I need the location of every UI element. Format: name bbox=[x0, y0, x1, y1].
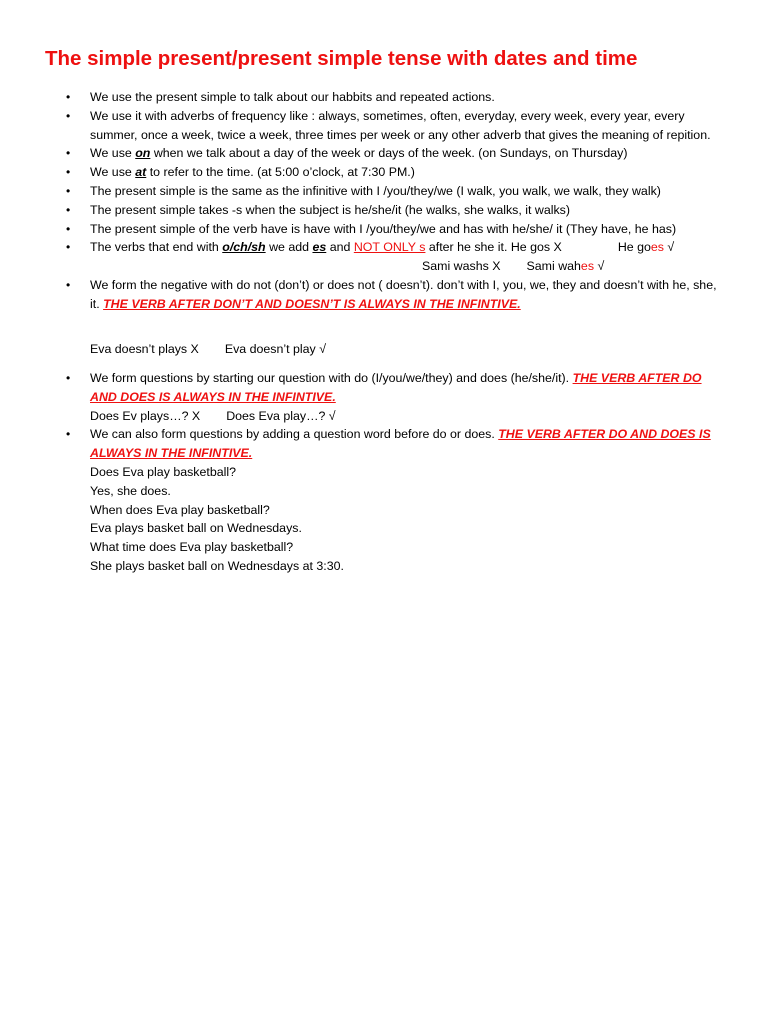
example-line bbox=[90, 407, 722, 426]
item-text: to refer to the time. (at 5:00 o’clock, at 7:30 PM.) bbox=[146, 165, 415, 180]
item-text: We use the present simple to talk about our habbits and repeated actions. bbox=[90, 90, 495, 104]
check-icon: √ bbox=[594, 259, 605, 274]
example-line: What time does Eva play basketball? bbox=[90, 540, 294, 555]
bullet-icon: • bbox=[66, 221, 71, 236]
item-text: The present simple is the same as the infinitive with I /you/they/we (I walk, you walk, we walk, they walk) bbox=[90, 183, 661, 198]
list-item bbox=[0, 369, 722, 425]
example-line: She plays basket ball on Wednesdays at 3:30. bbox=[90, 558, 344, 573]
item-text: We form the negative with do not (don’t) or does not ( doesn’t). don’t with I, you, we, they and doesn’t with he, she, it. bbox=[90, 277, 717, 311]
bullet-icon: • bbox=[66, 202, 71, 217]
example-line: Does Eva play basketball? bbox=[90, 464, 237, 479]
item-text: We use it with adverbs of frequency like : always, sometimes, often, everyday, every week, every year, every summer, once a week, twice a week, three times per week or any other adverb that gives the meaning of repition. bbox=[90, 108, 711, 142]
list-item bbox=[0, 107, 722, 145]
example-line: Eva plays basket ball on Wednesdays. bbox=[90, 521, 302, 536]
rule-text: THE VERB AFTER DON’T AND DOESN’T IS ALWAYS IN THE INFINTIVE. bbox=[103, 296, 521, 311]
rules-list bbox=[0, 88, 768, 314]
item-text: after he she it. He gos X bbox=[425, 240, 562, 255]
suffix-es: es bbox=[580, 259, 595, 274]
correct-example: He go bbox=[617, 240, 651, 255]
wrong-example: Sami washs X bbox=[422, 259, 501, 274]
list-item bbox=[0, 201, 722, 220]
list-item bbox=[0, 238, 722, 276]
bullet-icon: • bbox=[66, 277, 71, 292]
bullet-icon: • bbox=[66, 240, 71, 255]
wrong-example: Eva doesn’t plays X bbox=[90, 342, 199, 356]
example-line bbox=[0, 340, 768, 359]
bullet-icon: • bbox=[66, 371, 71, 385]
check-icon: √ bbox=[663, 240, 675, 255]
item-text: when we talk about a day of the week or days of the week. (on Sundays, on Thursday) bbox=[150, 146, 628, 161]
item-line bbox=[90, 238, 722, 257]
item-text: We use bbox=[90, 146, 136, 161]
note-not-only-s: NOT ONLY s bbox=[353, 240, 426, 255]
item-text: We can also form questions by adding a question word before do or does. bbox=[90, 427, 499, 442]
bullet-icon: • bbox=[66, 427, 71, 442]
bullet-icon: • bbox=[66, 165, 71, 180]
keyword-es: es bbox=[312, 240, 327, 255]
bullet-icon: • bbox=[66, 108, 71, 123]
item-text: The present simple takes -s when the subject is he/she/it (he walks, she walks, it walks) bbox=[90, 202, 570, 217]
item-text: we add bbox=[265, 240, 313, 255]
item-text: We form questions by starting our question with do (I/you/we/they) and does (he/she/it). bbox=[90, 371, 573, 385]
correct-example: Sami wah bbox=[526, 259, 581, 274]
list-item bbox=[0, 276, 722, 314]
rule-text: THE VERB AFTER DO AND DOES IS ALWAYS IN THE INFINTIVE. bbox=[90, 427, 711, 461]
list-item bbox=[0, 182, 722, 201]
item-text: We use bbox=[90, 165, 136, 180]
item-text: The verbs that end with bbox=[90, 240, 223, 255]
suffix-es: es bbox=[650, 240, 664, 255]
list-item bbox=[0, 88, 722, 107]
example-line: Yes, she does. bbox=[90, 483, 171, 498]
list-item bbox=[0, 425, 722, 575]
questions-list bbox=[0, 369, 768, 576]
example-line: When does Eva play basketball? bbox=[90, 502, 270, 517]
list-item bbox=[0, 163, 722, 182]
bullet-icon: • bbox=[66, 146, 71, 161]
correct-example: Eva doesn’t play √ bbox=[224, 342, 326, 356]
keyword-at: at bbox=[135, 165, 147, 180]
page-title: The simple present/present simple tense with dates and time bbox=[45, 47, 638, 70]
list-item bbox=[0, 220, 722, 239]
item-text: and bbox=[326, 240, 354, 255]
item-line bbox=[0, 257, 722, 276]
rule-text: THE VERB AFTER DO AND DOES IS ALWAYS IN THE INFINTIVE. bbox=[90, 371, 702, 404]
item-text: The present simple of the verb have is have with I /you/they/we and has with he/she/ it (They have, he has) bbox=[90, 221, 677, 236]
wrong-example: Does Ev plays…? X bbox=[90, 408, 201, 423]
list-item bbox=[0, 144, 722, 163]
bullet-icon: • bbox=[66, 183, 71, 198]
keyword-endings: o/ch/sh bbox=[222, 240, 266, 255]
correct-example: Does Eva play…? √ bbox=[226, 408, 336, 423]
keyword-on: on bbox=[135, 146, 151, 161]
bullet-icon: • bbox=[66, 90, 71, 104]
negative-examples bbox=[0, 340, 768, 359]
